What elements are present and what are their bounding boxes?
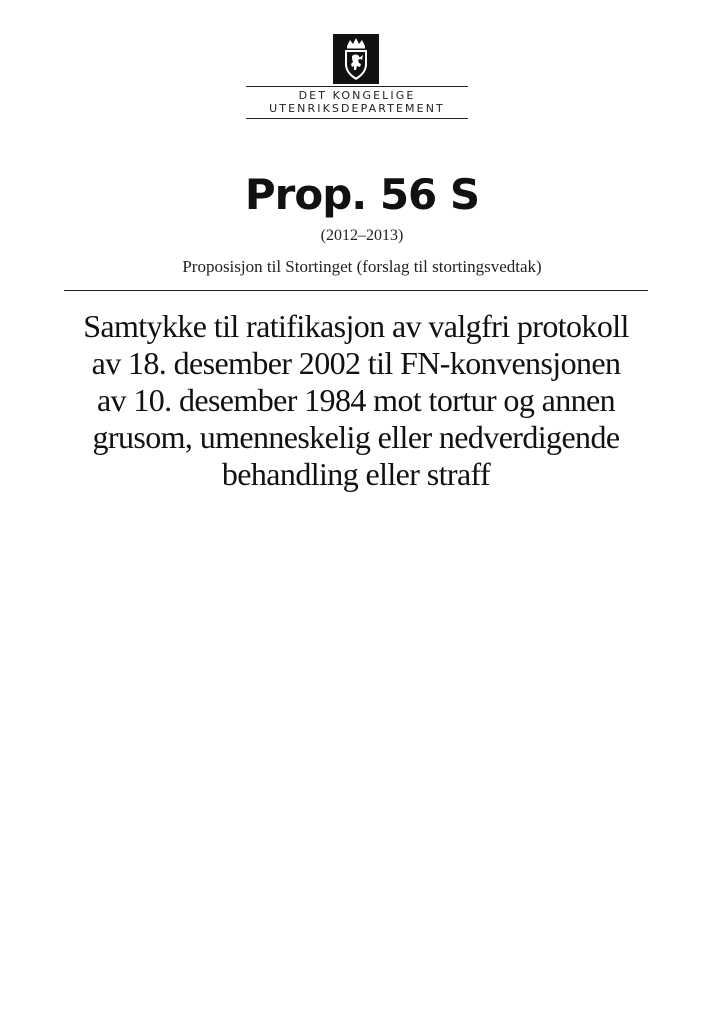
proposition-subtitle: Proposisjon til Stortinget (forslag til stortingsvedtak)	[182, 257, 542, 276]
session-years: (2012–2013)	[320, 227, 404, 244]
title-divider	[64, 290, 648, 291]
ministry-line-1: DET KONGELIGE	[298, 89, 416, 102]
ministry-name	[246, 86, 468, 119]
ministry-line-2: UTENRIKSDEPARTEMENT	[269, 102, 445, 115]
proposition-title: Prop. 56 S	[244, 170, 480, 219]
norwegian-coat-of-arms-icon	[333, 34, 379, 84]
main-title-line: av 10. desember 1984 mot tortur og annen	[96, 382, 616, 418]
ministry-bottom-rule	[246, 118, 468, 119]
main-title-line: av 18. desember 2002 til FN-konvensjonen	[91, 345, 621, 381]
main-title-line: Samtykke til ratifikasjon av valgfri protokoll	[83, 308, 629, 344]
main-title-line: grusom, umenneskelig eller nedverdigende	[92, 419, 620, 455]
main-title-line: behandling eller straff	[221, 456, 491, 492]
main-title	[56, 308, 656, 493]
ministry-top-rule	[246, 86, 468, 87]
